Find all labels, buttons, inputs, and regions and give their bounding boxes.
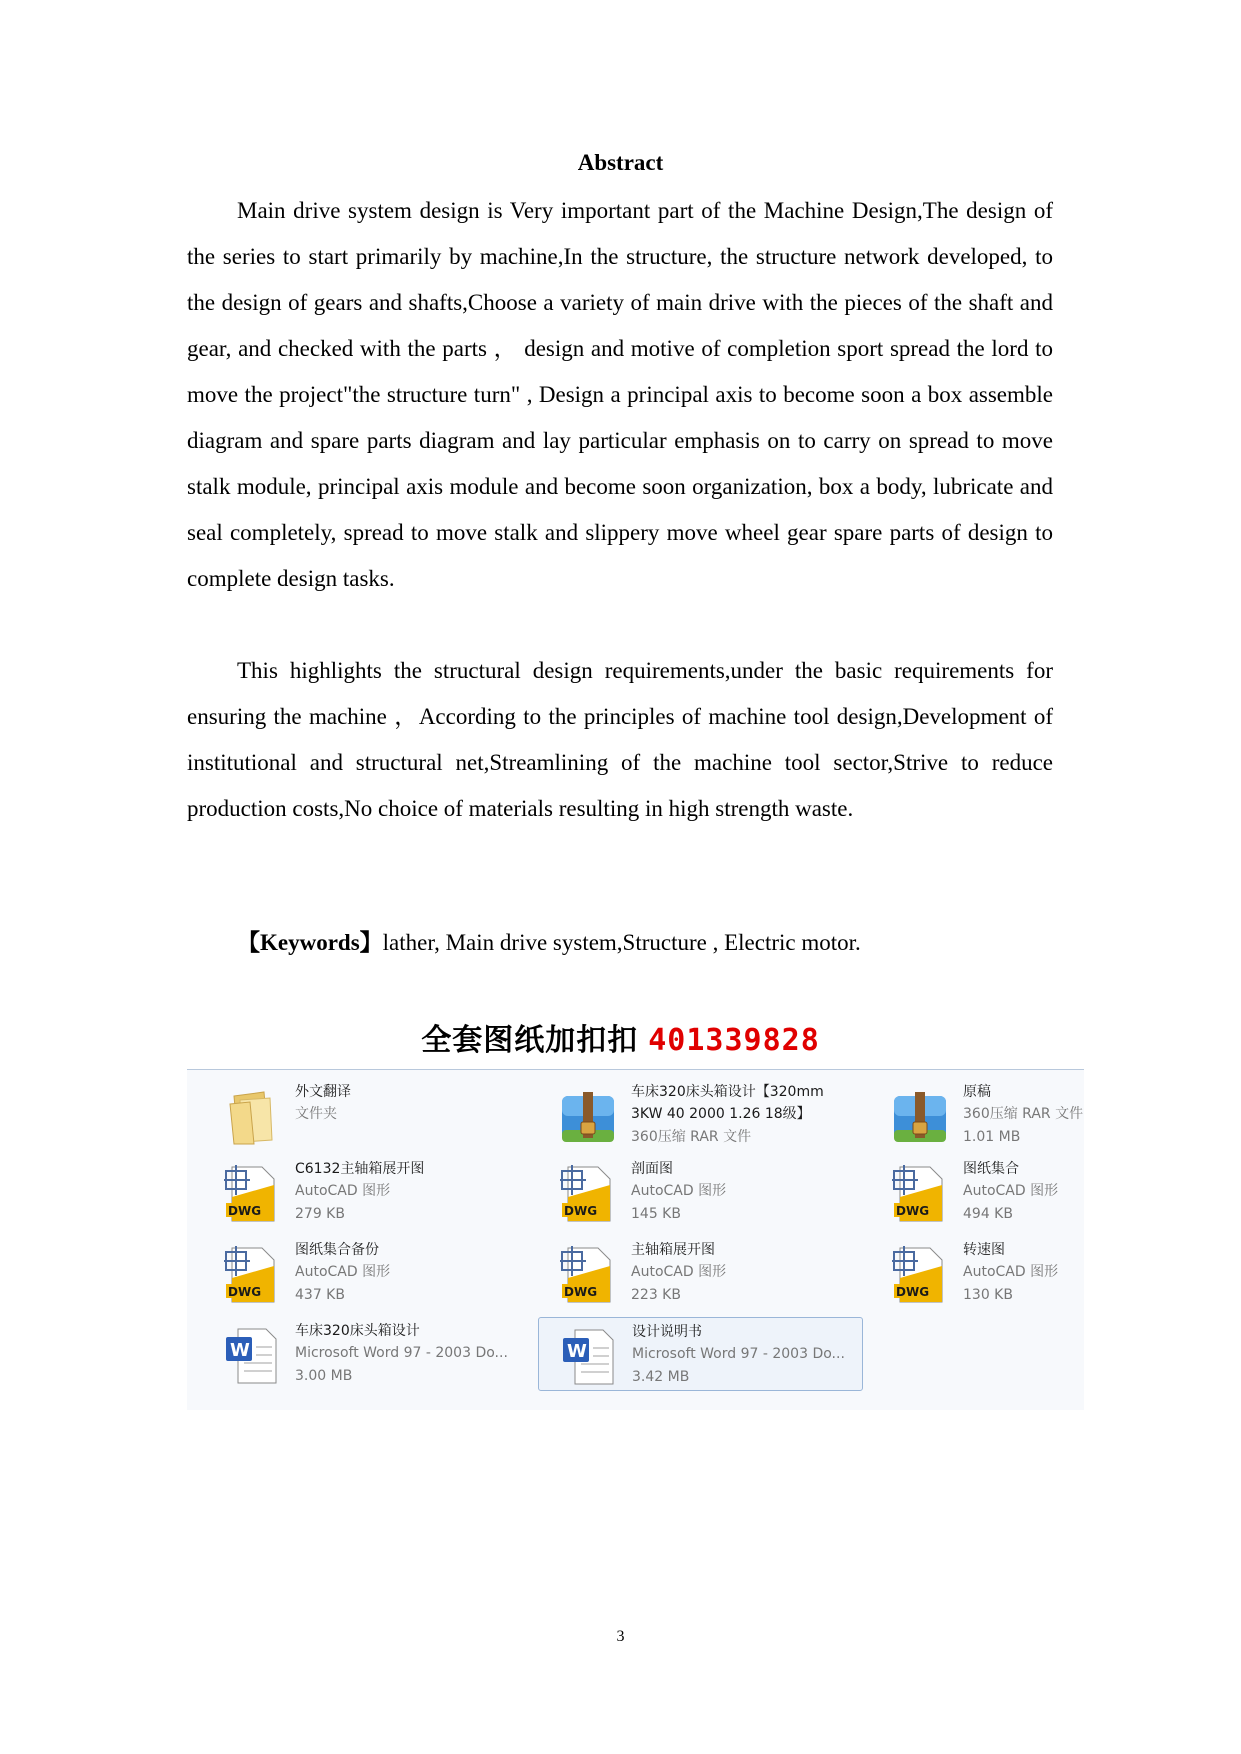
word-document-icon xyxy=(561,1326,617,1386)
file-detail: 3.00 MB xyxy=(295,1368,353,1384)
file-item[interactable] xyxy=(538,1317,863,1391)
file-detail: 3KW 40 2000 1.26 18级】 xyxy=(631,1106,811,1122)
dwg-file-icon xyxy=(224,1163,280,1223)
file-item[interactable] xyxy=(870,1078,1195,1152)
file-detail: AutoCAD 图形 xyxy=(295,1264,391,1280)
file-text xyxy=(295,1239,530,1307)
abstract-paragraph-2: This highlights the structural design requirements,under the basic requirements for ensuring the machine ，According to the principles of machine tool design,Development of institutional and structural net,Streamlining of the machine tool sector,Strive to reduce production costs,No choice of materials resulting in high strength waste. xyxy=(187,658,1053,821)
keywords-line xyxy=(237,920,861,966)
file-text xyxy=(631,1081,866,1149)
file-name: 图纸集合 xyxy=(963,1161,1019,1177)
dwg-badge-text: DWG xyxy=(228,1204,262,1218)
folder-icon xyxy=(224,1086,280,1146)
file-detail: 145 KB xyxy=(631,1206,681,1222)
dwg-badge-text: DWG xyxy=(896,1285,930,1299)
file-text xyxy=(963,1158,1198,1226)
file-name: 转速图 xyxy=(963,1242,1005,1258)
file-detail: AutoCAD 图形 xyxy=(631,1183,727,1199)
file-name: 剖面图 xyxy=(631,1161,673,1177)
dwg-file-icon xyxy=(892,1244,948,1304)
file-item[interactable] xyxy=(870,1155,1195,1229)
word-badge-text: W xyxy=(230,1340,250,1361)
file-detail: 360压缩 RAR 文件 xyxy=(631,1129,752,1145)
file-detail: 1.01 MB xyxy=(963,1129,1021,1145)
file-item[interactable] xyxy=(202,1236,527,1310)
file-detail: 223 KB xyxy=(631,1287,681,1303)
abstract-title: Abstract xyxy=(577,150,664,175)
file-text xyxy=(631,1239,866,1307)
file-text xyxy=(632,1321,867,1389)
file-item[interactable] xyxy=(870,1236,1195,1310)
file-name: 车床320床头箱设计 xyxy=(295,1323,420,1339)
file-detail: AutoCAD 图形 xyxy=(963,1183,1059,1199)
file-detail: 279 KB xyxy=(295,1206,345,1222)
file-item[interactable] xyxy=(202,1155,527,1229)
file-text xyxy=(295,1158,530,1226)
file-text xyxy=(295,1081,530,1126)
rar-archive-icon xyxy=(560,1086,616,1146)
file-detail: 130 KB xyxy=(963,1287,1013,1303)
file-name: 原稿 xyxy=(963,1084,991,1100)
file-name: 外文翻译 xyxy=(295,1084,351,1100)
dwg-badge-text: DWG xyxy=(564,1285,598,1299)
word-document-icon xyxy=(224,1325,280,1385)
file-item[interactable] xyxy=(202,1317,527,1391)
file-item[interactable] xyxy=(538,1155,863,1229)
file-name: 设计说明书 xyxy=(632,1324,702,1340)
file-detail: 494 KB xyxy=(963,1206,1013,1222)
file-name: 图纸集合备份 xyxy=(295,1242,379,1258)
file-explorer-view xyxy=(187,1069,1084,1410)
file-item[interactable] xyxy=(538,1236,863,1310)
page-number: 3 xyxy=(616,1628,625,1645)
keywords-label: 【Keywords】 xyxy=(237,930,383,955)
keywords-text: lather, Main drive system,Structure , Electric motor. xyxy=(382,930,861,955)
file-text xyxy=(963,1081,1198,1149)
file-text xyxy=(631,1158,866,1226)
dwg-file-icon xyxy=(892,1163,948,1223)
dwg-file-icon xyxy=(560,1244,616,1304)
file-detail: Microsoft Word 97 - 2003 Do... xyxy=(632,1346,845,1362)
file-detail: 437 KB xyxy=(295,1287,345,1303)
dwg-file-icon xyxy=(224,1244,280,1304)
dwg-badge-text: DWG xyxy=(896,1204,930,1218)
file-detail: AutoCAD 图形 xyxy=(631,1264,727,1280)
file-item[interactable] xyxy=(202,1078,527,1152)
file-name: C6132主轴箱展开图 xyxy=(295,1161,425,1177)
file-detail: 文件夹 xyxy=(295,1106,337,1122)
contact-line xyxy=(0,1015,1241,1059)
dwg-badge-text: DWG xyxy=(228,1285,262,1299)
file-text xyxy=(295,1320,530,1388)
file-name: 主轴箱展开图 xyxy=(631,1242,715,1258)
word-badge-text: W xyxy=(567,1341,587,1362)
file-detail: Microsoft Word 97 - 2003 Do... xyxy=(295,1345,508,1361)
file-name: 车床320床头箱设计【320mm xyxy=(631,1084,824,1100)
contact-qq-number: 401339828 xyxy=(648,1023,820,1058)
dwg-badge-text: DWG xyxy=(564,1204,598,1218)
file-detail: 3.42 MB xyxy=(632,1369,690,1385)
file-detail: AutoCAD 图形 xyxy=(295,1183,391,1199)
contact-text: 全套图纸加扣扣 xyxy=(421,1024,639,1057)
abstract-paragraph-1: Main drive system design is Very important part of the Machine Design,The design of the series to start primarily by machine,In the structure, the structure network developed, to the design of gears and shafts,Choose a variety of main drive with the pieces of the shaft and gear, and checked with the parts ， design and motive of completion sport spread the lord to move the project"the structure turn" , Design a principal axis to become soon a box assemble diagram and spare parts diagram and lay particular emphasis on to carry on spread to move stalk module, principal axis module and become soon organization, box a body, lubricate and seal completely, spread to move stalk and slippery move wheel gear spare parts of design to complete design tasks. xyxy=(187,198,1053,591)
file-detail: 360压缩 RAR 文件 xyxy=(963,1106,1084,1122)
rar-archive-icon xyxy=(892,1086,948,1146)
file-detail: AutoCAD 图形 xyxy=(963,1264,1059,1280)
file-item[interactable] xyxy=(538,1078,863,1152)
dwg-file-icon xyxy=(560,1163,616,1223)
file-text xyxy=(963,1239,1198,1307)
